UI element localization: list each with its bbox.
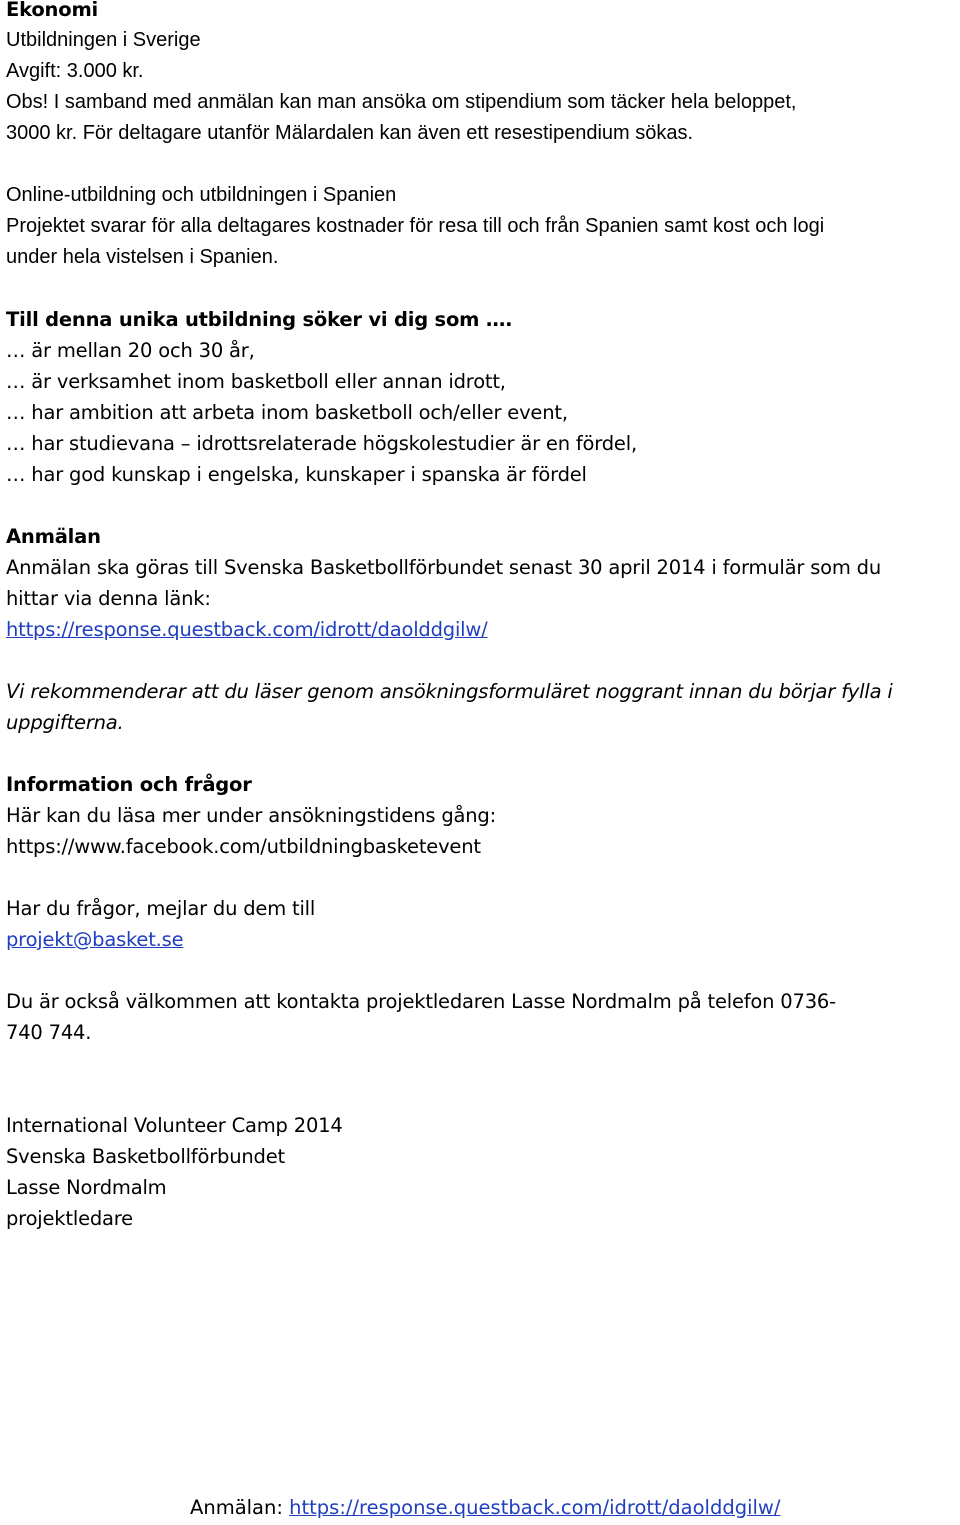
signature-title: projektledare — [6, 1207, 133, 1230]
document-page — [6, 0, 956, 1234]
spacer — [6, 1079, 956, 1110]
spacer — [6, 645, 956, 676]
email-link-line — [6, 924, 956, 955]
list-item: … är mellan 20 och 30 år, — [6, 339, 255, 362]
list-item: … har studievana – idrottsrelaterade högskolestudier är en fördel, — [6, 432, 637, 455]
spacer — [6, 955, 956, 986]
economy-heading: Ekonomi — [6, 0, 99, 21]
page-footer — [190, 1494, 780, 1522]
economy-travel-scholarship: 3000 kr. För deltagare utanför Mälardalen kan även ett resestipendium sökas. — [6, 122, 694, 144]
spain-costs-line-1: Projektet svarar för alla deltagares kostnader för resa till och från Spanien samt kost och logi — [6, 215, 825, 237]
spacer — [6, 862, 956, 893]
footer-link[interactable]: https://response.questback.com/idrott/daolddgilw/ — [289, 1496, 781, 1519]
spain-heading: Online-utbildning och utbildningen i Spanien — [6, 184, 397, 206]
signature-line-2: Svenska Basketbollförbundet — [6, 1145, 285, 1168]
application-note-line-1: Vi rekommenderar att du läser genom ansökningsformuläret noggrant innan du börjar fylla i — [6, 680, 893, 703]
spacer — [6, 149, 956, 180]
spain-costs-line-2: under hela vistelsen i Spanien. — [6, 246, 279, 268]
signature-line-1: International Volunteer Camp 2014 — [6, 1114, 343, 1137]
contact-line-2: 740 744. — [6, 1021, 92, 1044]
application-line-1: Anmälan ska göras till Svenska Basketbollförbundet senast 30 april 2014 i formulär som du — [6, 556, 882, 579]
facebook-link[interactable]: https://www.facebook.com/utbildningbasketevent — [6, 835, 481, 858]
seeking-heading: Till denna unika utbildning söker vi dig som …. — [6, 308, 513, 331]
signature-name: Lasse Nordmalm — [6, 1176, 167, 1199]
spacer — [6, 273, 956, 304]
list-item: … är verksamhet inom basketboll eller annan idrott, — [6, 370, 506, 393]
contact-line-1: Du är också välkommen att kontakta projektledaren Lasse Nordmalm på telefon 0736- — [6, 990, 836, 1013]
email-link[interactable]: projekt@basket.se — [6, 928, 184, 951]
spacer — [6, 1048, 956, 1079]
application-line-2: hittar via denna länk: — [6, 587, 211, 610]
application-heading: Anmälan — [6, 525, 101, 548]
economy-fee: Avgift: 3.000 kr. — [6, 60, 144, 82]
spacer — [6, 490, 956, 521]
info-line-1: Här kan du läsa mer under ansökningstidens gång: — [6, 804, 496, 827]
application-link[interactable]: https://response.questback.com/idrott/daolddgilw/ — [6, 618, 488, 641]
footer-label: Anmälan: — [190, 1496, 290, 1519]
application-note-line-2: uppgifterna. — [6, 711, 124, 734]
facebook-link-line — [6, 831, 956, 862]
questions-line: Har du frågor, mejlar du dem till — [6, 897, 316, 920]
spacer — [6, 738, 956, 769]
list-item: … har god kunskap i engelska, kunskaper i spanska är fördel — [6, 463, 587, 486]
economy-line-1: Utbildningen i Sverige — [6, 29, 201, 51]
economy-scholarship-note: Obs! I samband med anmälan kan man ansöka om stipendium som täcker hela beloppet, — [6, 91, 797, 113]
application-link-line — [6, 614, 956, 645]
info-heading: Information och frågor — [6, 773, 252, 796]
list-item: … har ambition att arbeta inom basketboll och/eller event, — [6, 401, 568, 424]
